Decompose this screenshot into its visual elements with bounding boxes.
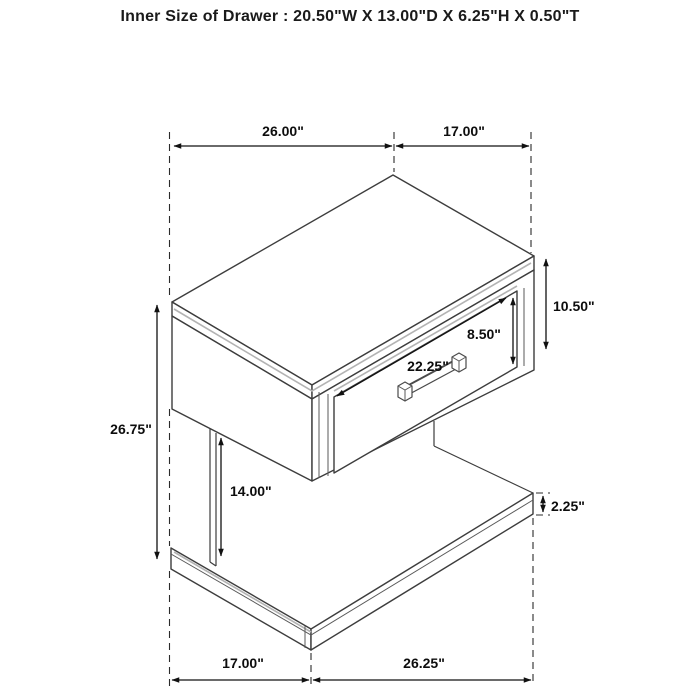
dim-top-depth	[174, 123, 392, 146]
page-title: Inner Size of Drawer : 20.50"W X 13.00"D X 6.25"H X 0.50"T	[120, 8, 580, 25]
dim-overall-height	[110, 305, 157, 559]
dim-top-width	[396, 123, 529, 146]
dim-label-cabinet-height: 10.50"	[553, 298, 595, 314]
back-panel-edge	[434, 421, 533, 493]
dim-label-base-depth: 17.00"	[222, 655, 264, 671]
dim-label-base-thickness: 2.25"	[551, 498, 585, 514]
dim-base-depth	[172, 655, 309, 680]
dim-label-shelf-clearance: 14.00"	[230, 483, 272, 499]
handle-right-post	[452, 353, 466, 372]
dim-base-thickness	[543, 496, 585, 514]
dim-label-overall-height: 26.75"	[110, 421, 152, 437]
base-platform	[171, 493, 533, 650]
dim-label-drawer-height: 8.50"	[467, 326, 501, 342]
dim-label-top-width: 17.00"	[443, 123, 485, 139]
dim-base-width	[313, 655, 531, 680]
nightstand	[171, 175, 534, 650]
support-panel	[210, 429, 216, 566]
handle-left-foot	[398, 382, 412, 401]
dim-label-top-depth: 26.00"	[262, 123, 304, 139]
dim-label-base-width: 26.25"	[403, 655, 445, 671]
dim-label-drawer-width: 22.25"	[407, 358, 449, 374]
dim-cabinet-height	[546, 259, 595, 349]
